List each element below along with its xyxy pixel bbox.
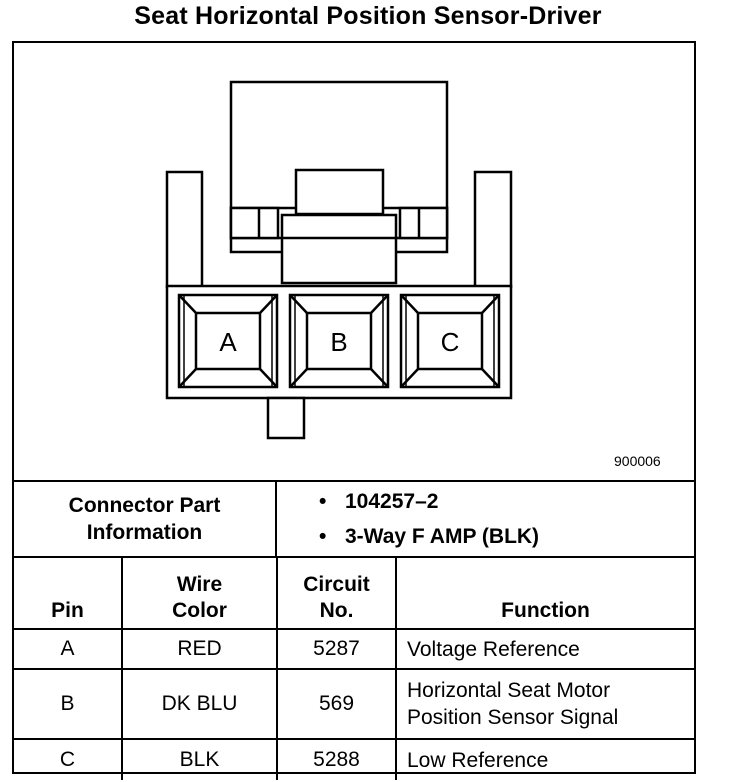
bullet-icon: •	[319, 525, 327, 548]
connector-post-left	[167, 172, 202, 287]
connector-post-right	[475, 172, 511, 287]
pin-label-b: B	[330, 327, 348, 357]
part-number-text: 104257–2	[345, 490, 439, 513]
connector-info-label-line2: Information	[86, 521, 203, 544]
table-row	[14, 629, 694, 669]
connector-info-values	[277, 482, 694, 556]
connector-info-row	[14, 480, 694, 558]
header-circuit-no: Circuit No.	[277, 558, 396, 629]
function-cell: Low Reference	[396, 739, 694, 780]
table-row	[14, 669, 694, 739]
connector-latch-top	[296, 170, 383, 214]
connector-type-text: 3-Way F AMP (BLK)	[345, 525, 540, 548]
circuit-cell: 5288	[277, 739, 396, 780]
wire-color-cell: DK BLU	[122, 669, 277, 739]
header-function: Function	[396, 558, 694, 629]
pin-cell: A	[14, 629, 122, 669]
connector-info-label	[14, 482, 277, 556]
function-cell: Horizontal Seat Motor Position Sensor Signal	[396, 669, 694, 739]
figure-number: 900006	[614, 453, 661, 469]
function-cell: Voltage Reference	[396, 629, 694, 669]
pinout-header-row	[14, 558, 694, 629]
pinout-table	[14, 558, 694, 780]
connector-info-label-line1: Connector Part	[68, 494, 221, 517]
wire-color-cell: BLK	[122, 739, 277, 780]
pin-label-c: C	[440, 327, 460, 357]
connector-lock-right	[400, 208, 447, 238]
pin-cell: B	[14, 669, 122, 739]
connector-frame	[12, 41, 696, 774]
wire-color-cell: RED	[122, 629, 277, 669]
header-pin: Pin	[14, 558, 122, 629]
connector-drawing	[14, 43, 694, 480]
circuit-cell: 5287	[277, 629, 396, 669]
connector-face-svg	[14, 43, 694, 480]
connector-type	[319, 525, 539, 549]
pin-label-a: A	[219, 327, 237, 357]
table-row	[14, 739, 694, 780]
circuit-cell: 569	[277, 669, 396, 739]
header-wire-color: Wire Color	[122, 558, 277, 629]
pin-cell: C	[14, 739, 122, 780]
connector-lock-left	[231, 208, 278, 238]
diagram-title: Seat Horizontal Position Sensor-Driver	[134, 2, 602, 30]
connector-part-number	[319, 490, 438, 514]
bullet-icon: •	[319, 490, 327, 513]
connector-key	[268, 398, 304, 438]
connector-latch-body	[282, 215, 396, 283]
